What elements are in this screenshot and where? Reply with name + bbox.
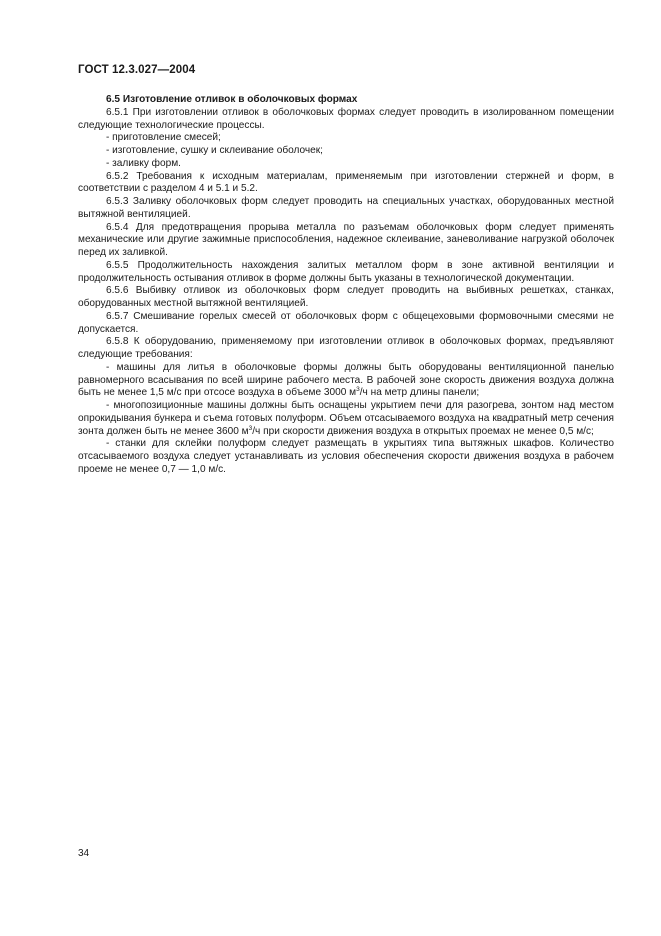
paragraph: 6.5.3 Заливку оболочковых форм следует проводить на специальных участках, оборудованных местной вытяжной вентиляцией. [78,196,614,220]
paragraph: 6.5.5 Продолжительность нахождения залитых металлом форм в зоне активной вентиляции и продолжительность остывания отливок в форме должны быть указаны в технологической документации. [78,259,614,284]
paragraph: - станки для склейки полуформ следует размещать в укрытиях типа вытяжных шкафов. Количество отсасываемого воздуха следует устанавливать из условия обеспечения скорости движения воздуха в рабочем проеме не менее 0,7 — 1,0 м/с. [78,438,614,475]
page-number: 34 [78,848,90,859]
list-item: - приготовление смесей; [106,132,221,144]
standard-code-header: ГОСТ 12.3.027—2004 [78,64,196,76]
section-paragraphs [78,107,614,477]
paragraph: 6.5.6 Выбивку отливок из оболочковых форм следует проводить на выбивных решетках, станках, оборудованных местной вытяжной вентиляцией. [78,285,614,309]
paragraph: - машины для литья в оболочковые формы должны быть оборудованы вентиляционной панелью равномерного всасывания по всей ширине рабочего места. В рабочей зоне скорость движения воздуха должна быть не менее 1,5 м/с при отсосе воздуха в объеме 3000 $м^3/ч$ на метр длины панели; [78,361,614,399]
paragraph: 6.5.7 Смешивание горелых смесей от оболочковых форм с общецеховыми формовочными смесями не допускается. [78,310,614,335]
paragraph: 6.5.2 Требования к исходным материалам, применяемым при изготовлении стержней и форм, в соответствии с разделом 4 и 5.1 и 5.2. [78,170,614,195]
paragraph: - многопозиционные машины должны быть оснащены укрытием печи для разогрева, зонтом над местом опрокидывания бункера и съема готовых полуформ. Объем отсасываемого воздуха на квадратный метр сечения зонта должен быть не менее 3600 $м^3/ч$ при скорости движения воздуха в открытых проемах не менее 0,5 м/с; [78,400,614,437]
list-item: - заливку форм. [106,157,181,169]
list-item: - изготовление, сушку и склеивание оболочек; [106,145,323,156]
document-body [78,94,614,477]
paragraph: 6.5.1 При изготовлении отливок в оболочковых формах следует проводить в изолированном помещении следующие технологические процессы. [78,106,614,131]
paragraph: 6.5.4 Для предотвращения прорыва металла по разъемам оболочковых форм следует применять механические или другие зажимные приспособления, надежное склеивание, заневоливание нагрузкой оболочек перед их заливкой. [78,221,614,258]
paragraph: 6.5.8 К оборудованию, применяемому при изготовлении отливок в оболочковых формах, предъявляют следующие требования: [78,336,614,360]
section-title: 6.5 Изготовление отливок в оболочковых формах [106,94,358,105]
